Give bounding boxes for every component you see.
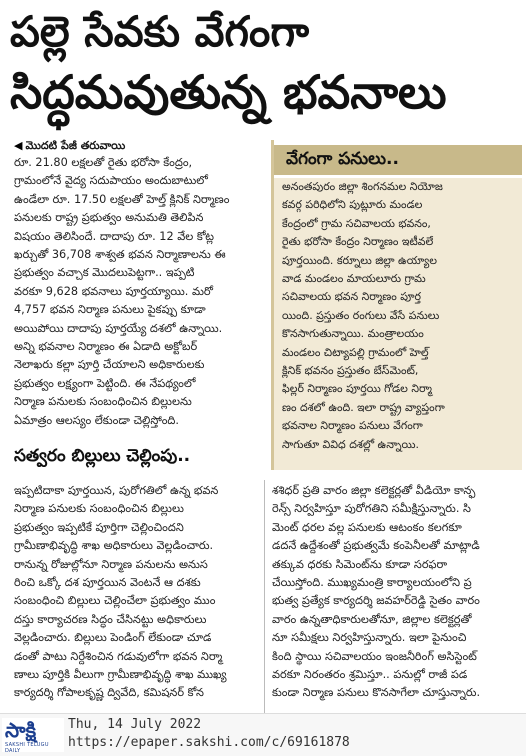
article-left-column xyxy=(14,154,260,430)
continued-label xyxy=(14,139,125,155)
text-line: విషయం తెలిసిందే. దాదాపు రూ. 12 వేల కోట్ల xyxy=(14,229,214,243)
box-text-line: యింది. ప్రస్తుతం రంగులు వేసే పనులు xyxy=(282,308,440,322)
text-line: డదనే ఉద్దేశంతో ప్రభుత్వమే కంపెనీలతో మాట్లాడి xyxy=(272,539,480,553)
text-line: కుండా నిర్మాణ పనులు కొనసాగేలా చూస్తున్నారు. xyxy=(272,686,481,700)
text-line: డంతో పాటు నిర్దేశించిన గడువులోగా భవన నిర్మా xyxy=(14,649,223,663)
text-line: పనులకు రాష్ట్ర ప్రభుత్వం అనుమతి తెలిపిన xyxy=(14,211,204,225)
text-line: వరకూ నిరంతరం శ్రమిస్తూ.. పనుల్లో రాజీ పడ xyxy=(272,668,468,682)
publication-date: Thu, 14 July 2022 xyxy=(68,717,202,732)
column-divider xyxy=(264,480,265,713)
text-line: దస్తు కార్యాచరణ సిద్ధం చేసినట్టు అధికారులు xyxy=(14,612,207,626)
box-text-line: ణం దశలో ఉంది. ఇలా రాష్ట్ర వ్యాప్తంగా xyxy=(282,400,445,414)
text-line: సంబంధించి బిల్లులు చెల్లించేలా ప్రభుత్వం ముం xyxy=(14,594,216,608)
text-line: ఖర్చుతో 36,708 శాశ్వత భవన నిర్మాణాలను ఈ xyxy=(14,248,226,262)
text-line: నూ సమీక్షలు నిర్వహిస్తున్నారు. ఇలా పైనుంచి xyxy=(272,631,467,645)
logo-subtitle: SAKSHI TELUGU DAILY xyxy=(5,742,49,754)
article-bottom-right-column xyxy=(272,482,520,703)
headline-line-1: పల్లె సేవకు వేగంగా xyxy=(10,7,310,56)
sidebar-box-text xyxy=(282,178,518,454)
sidebar-box xyxy=(271,140,522,470)
text-line: చేయిస్తోంది. ముఖ్యమంత్రి కార్యాలయంలోని ప్ర xyxy=(272,576,472,590)
article-bottom-left-column xyxy=(14,482,260,703)
text-line: రెన్స్ నిర్వహిస్తూ పురోగతిని సమీక్షిస్తున్నారు. సి xyxy=(272,502,471,516)
text-line: నిర్మాణ పనులకు సంబంధించిన బిల్లులను xyxy=(14,395,192,409)
text-line: నిర్మాణ పనులకు సంబంధించిన బిల్లులు xyxy=(14,502,184,516)
box-text-line: సాగుతూ వివిధ దశల్లో ఉన్నాయి. xyxy=(282,437,419,451)
text-line: గ్రామీణాభివృద్ధి శాఖ అధికారులు వెల్లడించారు. xyxy=(14,539,214,553)
box-text-line: కొనసాగుతున్నాయి. మంత్రాలయం xyxy=(282,327,424,341)
text-line: గ్రామంలోనే వైద్య సదుపాయం అందుబాటులో xyxy=(14,174,208,188)
box-text-line: క్లినిక్ భవనం ప్రస్తుతం బేస్‌మెంట్, xyxy=(282,364,419,378)
text-line: కార్యదర్శి గోపాలకృష్ణ ద్వివేది, కమిషనర్ కోన xyxy=(14,686,204,700)
text-line: ఏమాత్రం ఆలస్యం లేకుండా చెల్లిస్తోంది. xyxy=(14,413,179,427)
text-line: అయిపోయి దాదాపు పూర్తయ్యే దశలో ఉన్నాయి. xyxy=(14,321,223,335)
continued-label-text: మొదటి పేజీ తరువాయి xyxy=(25,139,126,152)
text-line: ణాలు పూర్తికి వీలుగా గ్రామీణాభివృద్ధి శాఖ ముఖ్య xyxy=(14,668,227,682)
text-line: కింది స్థాయి సచివాలయం ఇంజనీరింగ్ అసిస్టెంట్ xyxy=(272,649,477,663)
text-line: వెల్లడించారు. బిల్లులు పెండింగ్ లేకుండా చూడ xyxy=(14,631,212,645)
logo-text: సాక్షి xyxy=(5,718,37,742)
box-text-line: ఫిల్లర్ నిర్మాణం పూర్తయి గోడల నిర్మా xyxy=(282,382,432,396)
text-line: నెలాఖరు కల్లా పూర్తి చేయాలని అధికారులకు xyxy=(14,358,205,372)
box-text-line: వాడ మండలం మాయలూరు గ్రామ xyxy=(282,272,426,286)
text-line: రానున్న రోజుల్లోనూ నిర్మాణ పనులను అనుస xyxy=(14,557,208,571)
text-line: రించి ఒక్కో దశ పూర్తయిన వెంటనే ఆ దశకు xyxy=(14,576,201,590)
text-line: ఇప్పటిదాకా పూర్తయిన, పురోగతిలో ఉన్న భవన xyxy=(14,484,219,497)
sidebar-box-body xyxy=(274,178,522,470)
sidebar-box-title: వేగంగా పనులు.. xyxy=(286,149,399,169)
box-text-line: మండలం చిట్యాపల్లి గ్రామంలో హెల్త్ xyxy=(282,345,429,359)
text-line: వారం ఉన్నతాధికారులతోనూ, జిల్లాల కలెక్టర్లతో xyxy=(272,612,472,626)
text-line: ప్రభుత్వం లక్ష్యంగా పెట్టింది. ఈ నేపథ్యంలో xyxy=(14,376,196,390)
box-text-line: సచివాలయ భవన నిర్మాణం పూర్త xyxy=(282,290,421,304)
box-text-line: భవనాల నిర్మాణం పనులు వేగంగా xyxy=(282,419,423,433)
footer-bar xyxy=(0,713,526,756)
triangle-bullet-icon: ◀ xyxy=(14,139,23,152)
box-text-line: పూర్తయింది. కర్నూలు జిల్లా ఉయ్యాల xyxy=(282,253,437,267)
sidebar-box-header xyxy=(274,145,522,175)
text-line: ప్రభుత్వం ఇప్పటికే పూర్తిగా చెల్లించిందని xyxy=(14,520,184,534)
epaper-url[interactable]: https://epaper.sakshi.com/c/69161878 xyxy=(68,735,350,750)
text-line: ప్రభుత్వం వచ్చాక మొదలుపెట్టగా.. ఇప్పటి xyxy=(14,266,195,280)
sakshi-logo xyxy=(2,718,64,752)
text-line: 4,757 భవన నిర్మాణ పనులు పైకప్పు కూడా xyxy=(14,303,206,317)
text-line: అన్ని భవనాల నిర్మాణం ఈ ఏడాది అక్టోబర్ xyxy=(14,340,198,354)
subheading: సత్వరం బిల్లులు చెల్లింపు.. xyxy=(14,446,191,466)
box-text-line: కవర్గ పరిధిలోని పుట్లూరు మండల xyxy=(282,198,423,212)
text-line: మెంట్ ధరల వల్ల పనులకు ఆటంకం కలగకూ xyxy=(272,520,462,534)
text-line: ఉండేలా రూ. 17.50 లక్షలతో హెల్త్ క్లినిక్ నిర్మాణం xyxy=(14,192,230,206)
text-line: శశిధర్ ప్రతి వారం జిల్లా కలెక్టర్లతో వీడియో కాన్ఫ xyxy=(272,484,476,497)
text-line: రూ. 21.80 లక్షలతో రైతు భరోసా కేంద్రం, xyxy=(14,156,193,169)
box-text-line: కేంద్రంలో గ్రామ సచివాలయ భవనం, xyxy=(282,216,431,230)
headline-line-2: సిద్ధమవుతున్న భవనాలు xyxy=(10,65,447,119)
box-text-line: రైతు భరోసా కేంద్రం నిర్మాణం ఇటీవలే xyxy=(282,235,434,249)
text-line: వరకూ 9,628 భవనాలు పూర్తయ్యాయి. మరో xyxy=(14,284,213,298)
text-line: భుత్వ ప్రత్యేక కార్యదర్శి జవహర్‌రెడ్డి సైతం వారం xyxy=(272,594,480,608)
box-text-line: అనంతపురం జిల్లా శింగనమల నియోజ xyxy=(282,180,443,193)
text-line: తక్కువ ధరకు సిమెంట్‌ను కూడా సరఫరా xyxy=(272,557,448,571)
